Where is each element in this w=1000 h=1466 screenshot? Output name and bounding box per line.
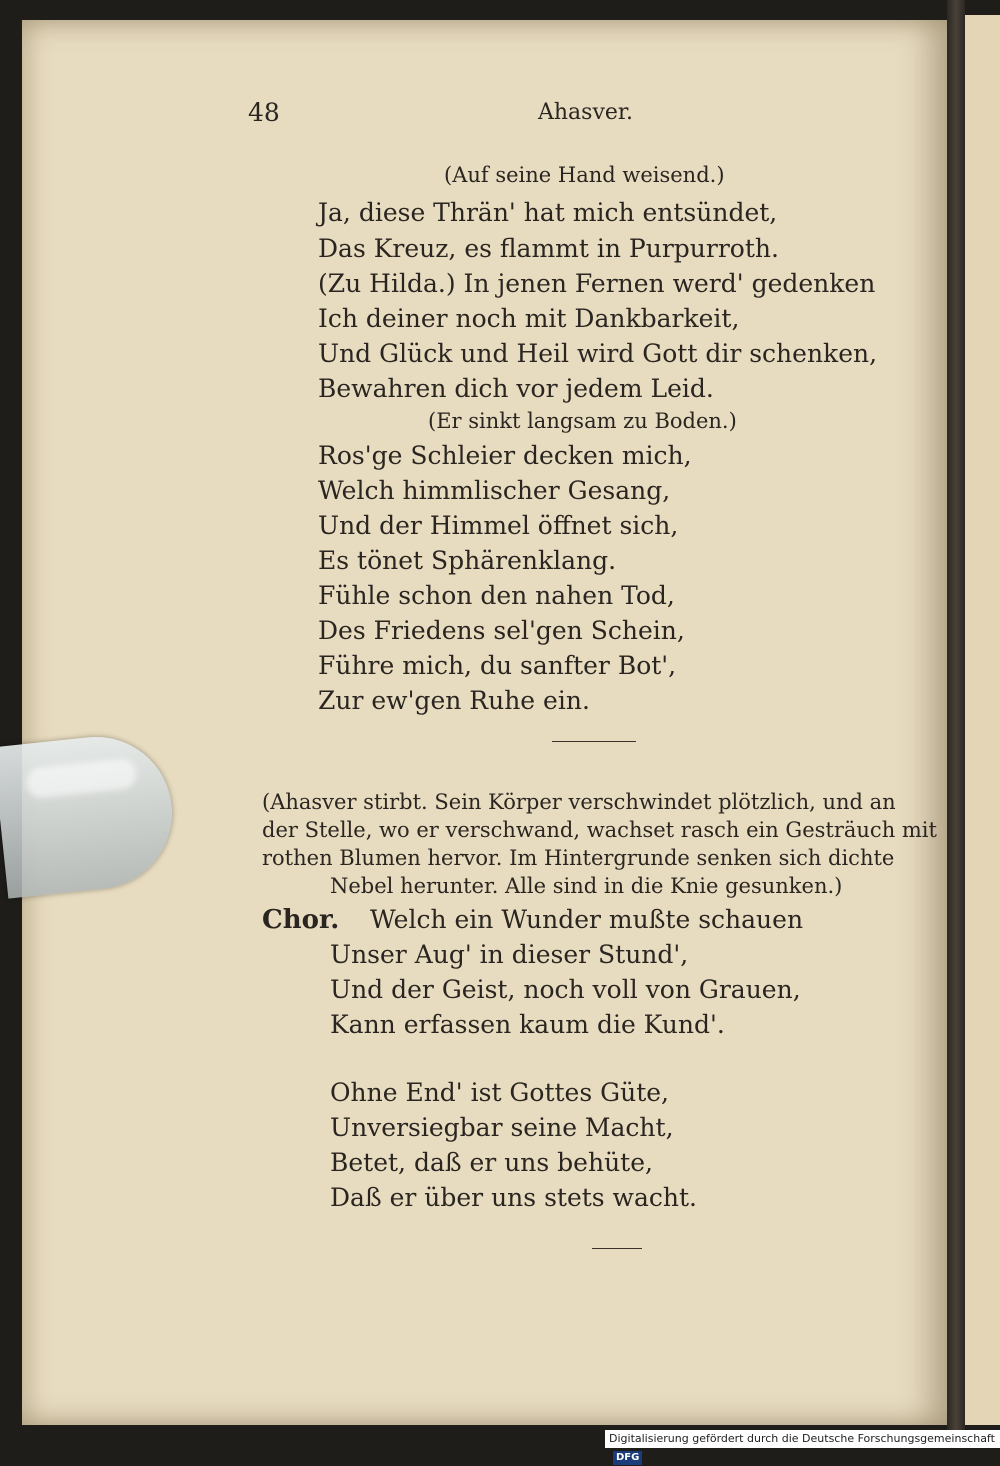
page-number: 48	[248, 98, 280, 127]
running-head: Ahasver.	[538, 100, 634, 125]
verse-line: Ohne End' ist Gottes Güte,	[330, 1078, 669, 1107]
verse-line: Bewahren dich vor jedem Leid.	[318, 374, 714, 403]
verse-line: (Zu Hilda.) In jenen Fernen werd' gedenken	[318, 269, 876, 298]
verse-line: Führe mich, du sanfter Bot',	[318, 651, 677, 680]
verse-line: Zur ew'gen Ruhe ein.	[318, 686, 590, 715]
prose-line: Nebel herunter. Alle sind in die Knie gesunken.)	[330, 874, 843, 898]
chorus-label: Chor.	[262, 905, 340, 935]
verse-line: Und der Himmel öffnet sich,	[318, 511, 679, 540]
section-divider	[552, 741, 636, 742]
verse-line: Es tönet Sphärenklang.	[318, 546, 617, 575]
verse-line: Daß er über uns stets wacht.	[330, 1183, 697, 1212]
prose-line: rothen Blumen hervor. Im Hintergrunde senken sich dichte	[262, 846, 895, 870]
stage-direction: (Auf seine Hand weisend.)	[444, 163, 725, 187]
prose-line: der Stelle, wo er verschwand, wachset rasch ein Gesträuch mit	[262, 818, 937, 842]
verse-line: Betet, daß er uns behüte,	[330, 1148, 653, 1177]
verse-line: Und Glück und Heil wird Gott dir schenken,	[318, 339, 878, 368]
verse-line: Das Kreuz, es flammt in Purpurroth.	[318, 234, 779, 263]
book-page	[22, 20, 947, 1425]
digitization-credit	[605, 1430, 1000, 1463]
book-gutter	[947, 0, 965, 1430]
verse-line: Ich deiner noch mit Dankbarkeit,	[318, 304, 740, 333]
end-divider	[592, 1248, 642, 1249]
prose-line: (Ahasver stirbt. Sein Körper verschwindet plötzlich, und an	[262, 790, 896, 814]
verse-line: Des Friedens sel'gen Schein,	[318, 616, 685, 645]
verse-line: Ros'ge Schleier decken mich,	[318, 441, 692, 470]
verse-line: Unversiegbar seine Macht,	[330, 1113, 674, 1142]
dfg-logo: DFG	[613, 1451, 642, 1465]
verse-line: Welch ein Wunder mußte schauen	[370, 905, 804, 934]
verse-line: Welch himmlischer Gesang,	[318, 476, 671, 505]
verse-line: Ja, diese Thrän' hat mich entsündet,	[318, 198, 778, 227]
verse-line: Und der Geist, noch voll von Grauen,	[330, 975, 801, 1004]
facing-page-edge	[965, 15, 1000, 1425]
stage-direction: (Er sinkt langsam zu Boden.)	[428, 409, 737, 433]
credit-text: Digitalisierung gefördert durch die Deutsche Forschungsgemeinschaft	[609, 1432, 995, 1445]
verse-line: Unser Aug' in dieser Stund',	[330, 940, 689, 969]
verse-line: Fühle schon den nahen Tod,	[318, 581, 675, 610]
verse-line: Kann erfassen kaum die Kund'.	[330, 1010, 725, 1039]
